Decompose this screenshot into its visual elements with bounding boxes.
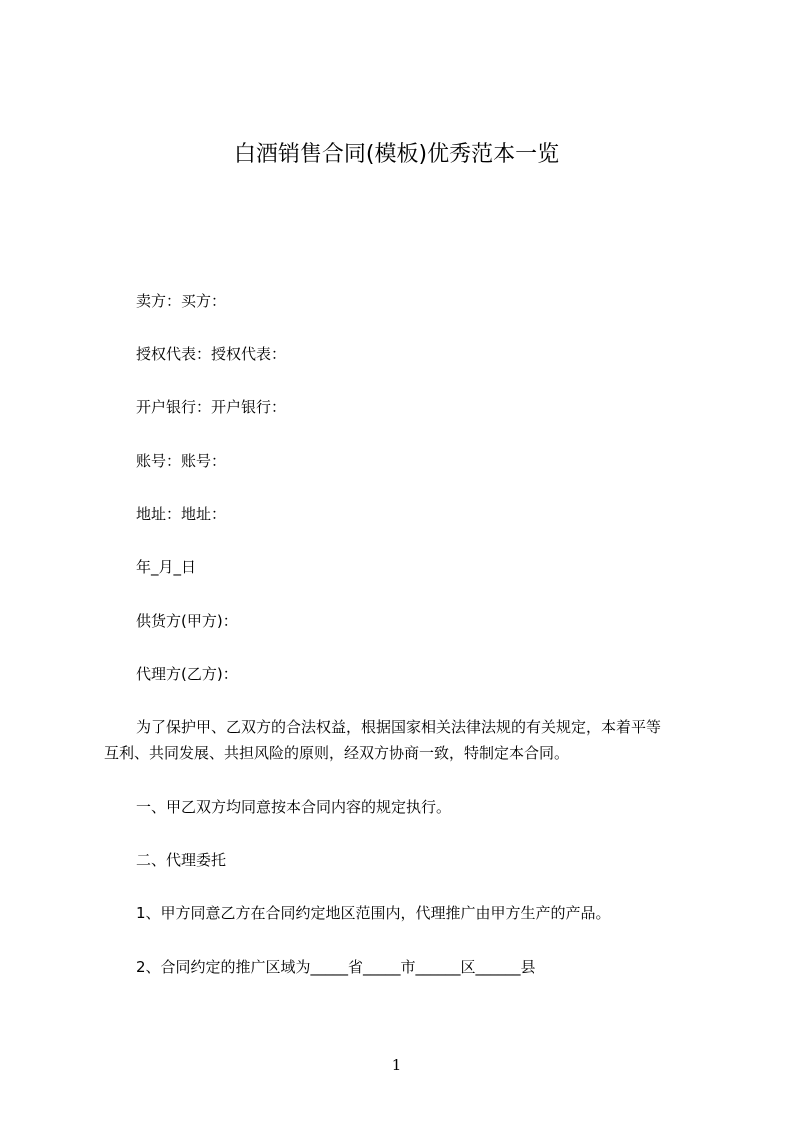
field-address: 地址：地址： bbox=[136, 505, 227, 523]
clause-2-heading: 二、代理委托 bbox=[136, 851, 227, 869]
clause-2-item-2: 2、合同约定的推广区域为_____省_____市______区______县 bbox=[136, 958, 536, 976]
intro-paragraph bbox=[104, 717, 704, 763]
page-number: 1 bbox=[391, 1056, 402, 1074]
intro-line-1: 为了保护甲、乙双方的合法权益，根据国家相关法律法规的有关规定，本着平等 bbox=[136, 718, 662, 736]
field-authorized-rep: 授权代表：授权代表： bbox=[136, 345, 287, 363]
field-bank: 开户银行：开户银行： bbox=[136, 398, 287, 416]
field-supplier: 供货方(甲方)： bbox=[136, 612, 238, 630]
clause-2-item-1: 1、甲方同意乙方在合同约定地区范围内，代理推广由甲方生产的产品。 bbox=[136, 904, 611, 922]
field-date: 年_月_日 bbox=[136, 558, 197, 576]
field-account: 账号：账号： bbox=[136, 452, 227, 470]
clause-1: 一、甲乙双方均同意按本合同内容的规定执行。 bbox=[136, 798, 452, 816]
intro-line-2: 互利、共同发展、共担风险的原则，经双方协商一致，特制定本合同。 bbox=[104, 744, 570, 762]
document-title: 白酒销售合同(模板)优秀范本一览 bbox=[233, 142, 560, 167]
field-agent: 代理方(乙方)： bbox=[136, 665, 238, 683]
field-seller-buyer: 卖方：买方： bbox=[136, 292, 227, 310]
